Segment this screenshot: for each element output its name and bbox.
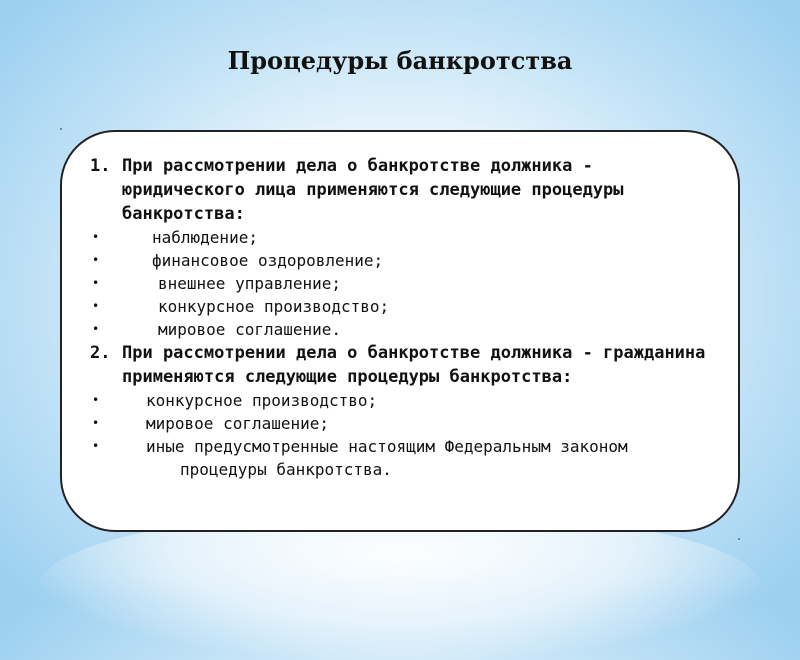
list-item (90, 318, 718, 341)
paragraph-number: 1. (90, 156, 111, 176)
paragraph-number: 2. (90, 343, 111, 363)
paragraph-2 (90, 341, 718, 389)
list-item (90, 272, 718, 295)
list-item-text: мировое соглашение; (146, 414, 330, 433)
decorative-dot (60, 128, 62, 130)
list-item-text: наблюдение; (152, 228, 258, 247)
paragraph-text: При рассмотрении дела о банкротстве должника - юридического лица применяются следующие процедуры банкротства: (122, 156, 624, 224)
list-item-text: мировое соглашение. (158, 320, 342, 339)
bullet-icon: • (92, 253, 100, 267)
list-item (90, 412, 718, 435)
bullet-icon: • (92, 322, 100, 336)
background-swoosh (40, 510, 760, 660)
paragraph-1 (90, 154, 718, 226)
list-item-text: финансовое оздоровление; (152, 251, 384, 270)
list-item (90, 249, 718, 272)
list-item-text: внешнее управление; (158, 274, 342, 293)
bullet-icon: • (92, 230, 100, 244)
list-item-text: конкурсное производство; (146, 391, 378, 410)
decorative-dot (738, 538, 740, 540)
bullet-icon: • (92, 416, 100, 430)
slide-title: Процедуры банкротства (227, 46, 573, 75)
list-item (90, 226, 718, 249)
list-item-text: конкурсное производство; (158, 297, 390, 316)
content-box (60, 130, 740, 532)
bullet-icon: • (92, 439, 100, 453)
list-item-text: иные предусмотренные настоящим Федеральным законом процедуры банкротства. (146, 437, 628, 479)
list-item (90, 389, 718, 412)
bullet-icon: • (92, 276, 100, 290)
bullet-icon: • (92, 299, 100, 313)
list-item (90, 295, 718, 318)
list-item (90, 435, 718, 481)
bullet-icon: • (92, 393, 100, 407)
paragraph-text: При рассмотрении дела о банкротстве должника - гражданина применяются следующие процедуры банкротства: (122, 343, 706, 387)
